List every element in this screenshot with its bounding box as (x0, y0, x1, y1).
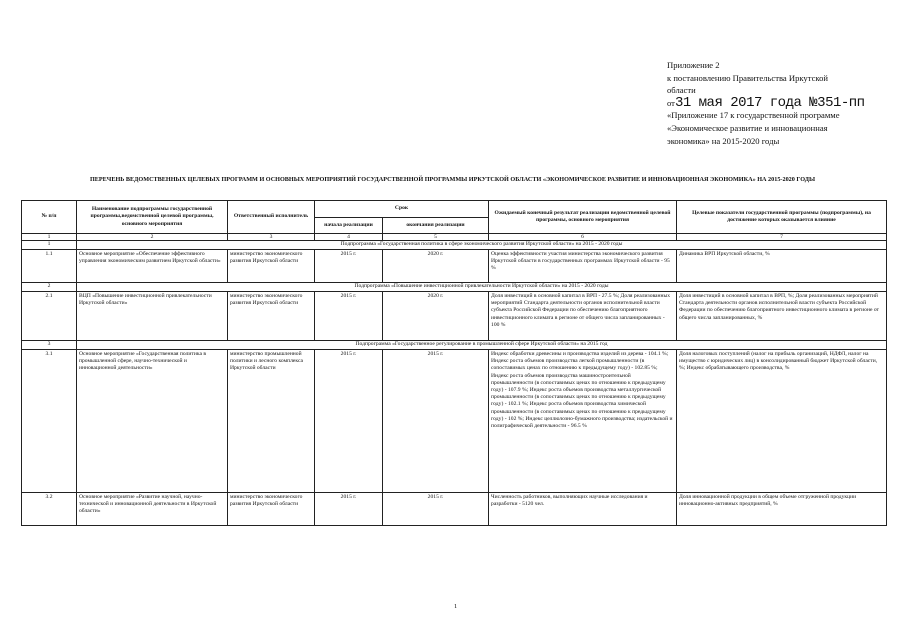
header-exec: Ответственный исполнитель (228, 201, 315, 234)
row-end: 2015 г. (383, 350, 489, 493)
column-number: 4 (315, 234, 383, 241)
column-number: 7 (677, 234, 887, 241)
table-row (22, 250, 887, 283)
programs-table (21, 200, 887, 526)
row-end: 2020 г. (383, 250, 489, 283)
appendix-line-2: к постановлению Правительства Иркутской (667, 72, 829, 83)
header-name: Наименование подпрограммы государственной программы,ведомственной целевой программы, основного мероприятия (77, 201, 228, 234)
column-numbers-row (22, 234, 887, 241)
page-number: 1 (454, 603, 458, 610)
section-row (22, 283, 887, 292)
row-start: 2015 г. (315, 493, 383, 526)
row-indicators: Доля инновационной продукции в общем объеме отгруженной продукции инновационно-активных предприятий, % (677, 493, 887, 526)
appendix-date-line (667, 94, 865, 111)
appendix-line-7: экономика» на 2015-2020 годы (667, 135, 780, 146)
row-number: 3.1 (22, 350, 77, 493)
row-result: Доля инвестиций в основной капитал в ВРП - 27.5 %; Доля реализованных мероприятий Стандарта деятельности органов исполнительной власти субъекта Российской Федерации по обеспечению благоприятного инвестиционного климата в регионе от общего числа запланированных - 100 % (489, 292, 677, 341)
column-number: 1 (22, 234, 77, 241)
row-end: 2015 г. (383, 493, 489, 526)
row-result: Численность работников, выполняющих научные исследования и разработки - 5120 чел. (489, 493, 677, 526)
column-number: 3 (228, 234, 315, 241)
appendix-line-6: «Экономическое развитие и инновационная (667, 122, 828, 133)
column-number: 6 (489, 234, 677, 241)
appendix-block (667, 59, 865, 147)
section-title: Подпрограмма «Государственная политика в сфере экономического развития Иркутской области» на 2015 - 2020 годы (77, 241, 887, 250)
row-executor: министерство экономического развития Иркутской области (228, 292, 315, 341)
row-name: Основное мероприятие «Государственная политика в промышленной сфере, научно-технической и инновационной деятельности» (77, 350, 228, 493)
appendix-line-5: «Приложение 17 к государственной программе (667, 110, 840, 121)
appendix-line-1: Приложение 2 (667, 60, 720, 70)
row-result: Индекс обработки древесины и производства изделий из дерева - 104.1 %; Индекс роста объемов производства легкой промышленности (в сопоставимых ценах по отношению к предыдущему году) - 102.85 %; Индекс роста объемов производства машиностроительной промышленности (в сопоставимых ценах по отношению к предыдущему году) - 107.9 %; Индекс роста объемов производства металлургической промышленности (в сопоставимых ценах по отношению к предыдущему году) - 102.1 %; Индекс роста объемов производства химической промышленности (в сопоставимых ценах по отношению к предыдущему году) - 102 %; Индекс целлюлозно-бумажного производства; издательской и полиграфической деятельности - 96.5 % (489, 350, 677, 493)
column-number: 2 (77, 234, 228, 241)
column-number: 5 (383, 234, 489, 241)
row-name: Основное мероприятие «Развитие научной, научно-технической и инновационной деятельности в Иркутской области» (77, 493, 228, 526)
row-result: Оценка эффективности участия министерства экономического развития Иркутской области в государственных программах Иркутской области - 95 % (489, 250, 677, 283)
row-start: 2015 г. (315, 292, 383, 341)
row-indicators: Динамика ВРП Иркутской области, % (677, 250, 887, 283)
header-end: окончания реализации (383, 217, 489, 234)
document-title: ПЕРЕЧЕНЬ ВЕДОМСТВЕННЫХ ЦЕЛЕВЫХ ПРОГРАММ И ОСНОВНЫХ МЕРОПРИЯТИЙ ГОСУДАРСТВЕННОЙ ПРОГРАММЫ ИРКУТСКОЙ ОБЛАСТИ «ЭКОНОМИЧЕСКОЕ РАЗВИТИЕ И ИННОВАЦИОННАЯ ЭКОНОМИКА» НА 2015-2020 ГОДЫ (89, 176, 816, 183)
section-number: 3 (22, 341, 77, 350)
row-start: 2015 г. (315, 350, 383, 493)
appendix-line-3: области (667, 85, 696, 96)
header-indicators: Целевые показатели государственной программы (подпрограммы), на достижение которых оказывается влияние (677, 201, 887, 234)
table-header-row (22, 201, 887, 218)
appendix-date: 31 мая 2017 года №351-пп (674, 94, 865, 111)
section-row (22, 241, 887, 250)
row-indicators: Доля инвестиций в основной капитал в ВРП, %; Доля реализованных мероприятий Стандарта деятельности органов исполнительной власти субъекта Российской Федерации по обеспечению благоприятного инвестиционного климата в регионе от общего числа запланированных, % (677, 292, 887, 341)
appendix-from: от (667, 97, 675, 108)
row-number: 1.1 (22, 250, 77, 283)
section-title: Подпрограмма «Повышение инвестиционной привлекательности Иркутской области» на 2015 - 2020 годы (77, 283, 887, 292)
header-start: начала реализации (315, 217, 383, 234)
row-executor: министерство промышленной политики и лесного комплекса Иркутской области (228, 350, 315, 493)
row-end: 2020 г. (383, 292, 489, 341)
section-row (22, 341, 887, 350)
table-row (22, 350, 887, 493)
section-title: Подпрограмма «Государственное регулирование в промышленной сфере Иркутской области» на 2015 год (77, 341, 887, 350)
row-executor: министерство экономического развития Иркутской области (228, 250, 315, 283)
table-row (22, 292, 887, 341)
row-name: ВЦП «Повышение инвестиционной привлекательности Иркутской области» (77, 292, 228, 341)
header-result: Ожидаемый конечный результат реализации ведомственной целевой программы, основного мероприятия (489, 201, 677, 234)
row-executor: министерство экономического развития Иркутской области (228, 493, 315, 526)
row-start: 2015 г. (315, 250, 383, 283)
section-number: 1 (22, 241, 77, 250)
section-number: 2 (22, 283, 77, 292)
row-number: 2.1 (22, 292, 77, 341)
header-term: Срок (315, 201, 489, 218)
table-row (22, 493, 887, 526)
row-number: 3.2 (22, 493, 77, 526)
header-num: № п/п (22, 201, 77, 234)
row-name: Основное мероприятие «Обеспечение эффективного управления экономическим развитием Иркутской области» (77, 250, 228, 283)
row-indicators: Доля налоговых поступлений (налог на прибыль организаций, НДФЛ, налог на имущество с юридических лиц) в консолидированный бюджет Иркутской области, %; Индекс обрабатывающего производства, % (677, 350, 887, 493)
